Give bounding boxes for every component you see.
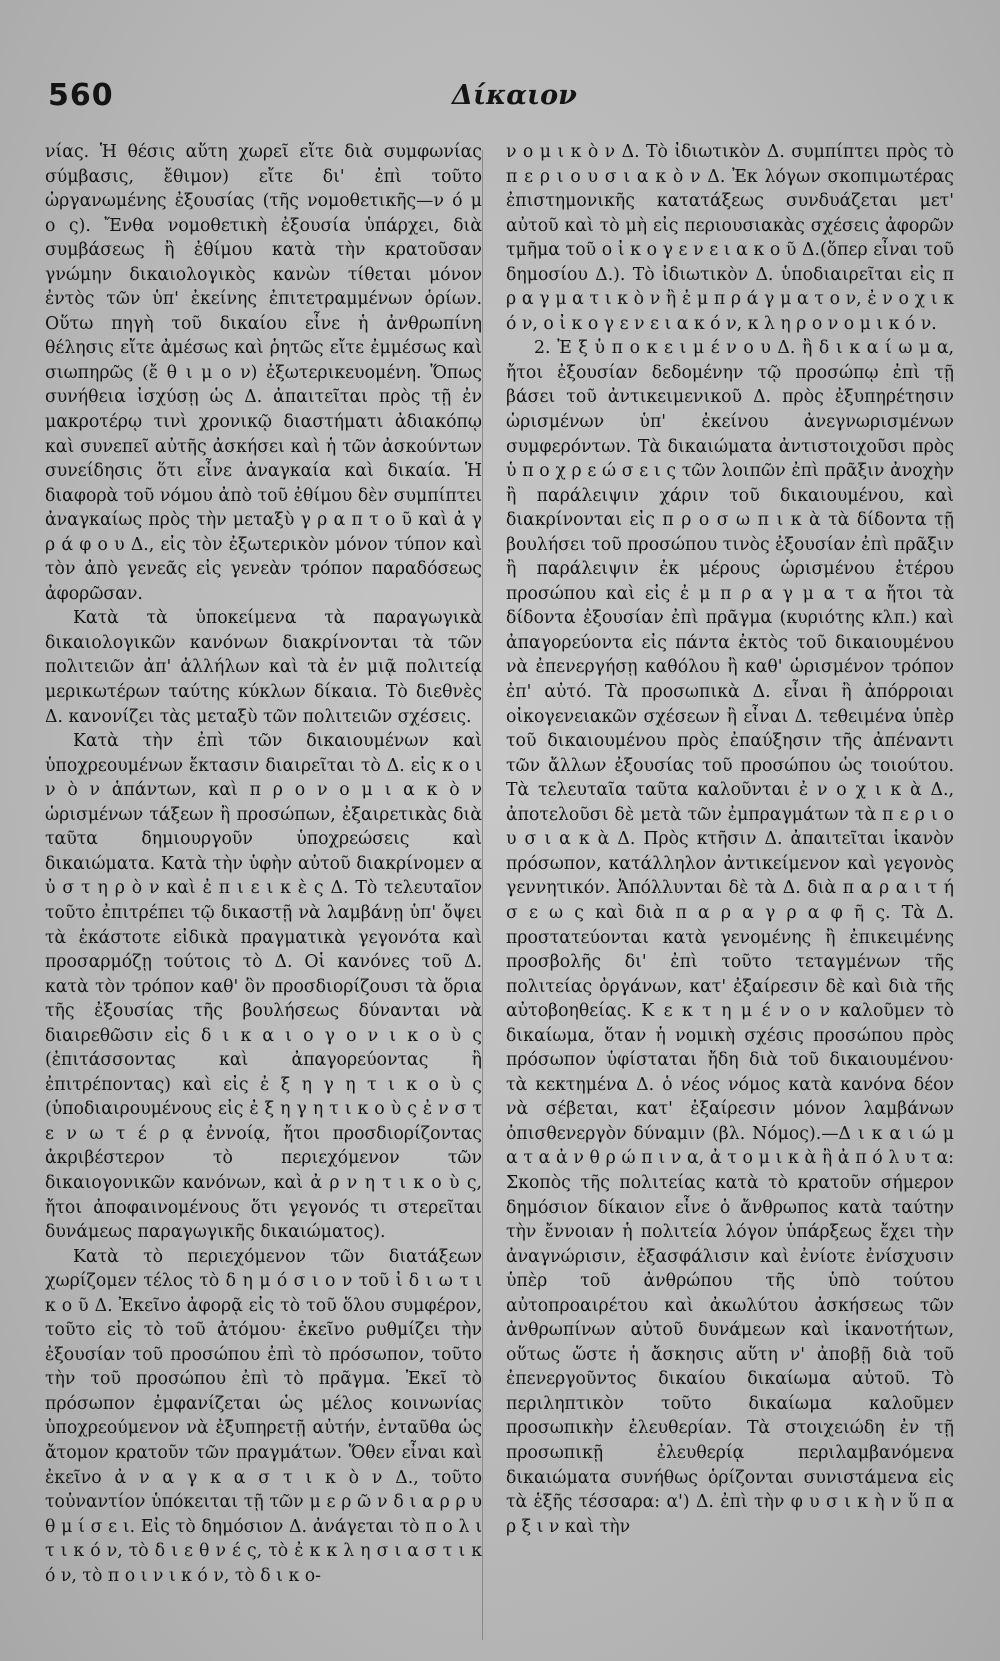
paragraph: Κατὰ τὰ ὑποκείμενα τὰ παραγωγικὰ δικαιολογικῶν κανόνων διακρίνονται τὰ τῶν πολιτειῶν ἀπ' ἀλλήλων καὶ τὰ ἐν μιᾷ πολιτείᾳ μερικωτέρων ταύτης κύκλων δίκαια. Τὸ διεθνὲς Δ. κανονίζει τὰς μεταξὺ τῶν πολιτειῶν σχέσεις. [45, 608, 482, 727]
paragraph: Κατὰ τὸ περιεχόμενον τῶν διατάξεων χωρίζομεν τέλος τὸ δ η μ ό σ ι ο ν τοῦ ἰ δ ι ω τ ι κ ο ῦ Δ. Ἐκεῖνο ἀφορᾷ εἰς τὸ τοῦ ὅλου συμφέρον, τοῦτο εἰς τὸ τοῦ ἀτόμου· ἐκεῖνο ρυθμίζει τὴν ἐξουσίαν τοῦ προσώπου ἐπὶ τὸ πρόσωπον, τοῦτο τὴν τοῦ προσώπου ἐπὶ τὸ πρᾶγμα. Ἐκεῖ τὸ πρόσωπον ἐμφανίζεται ὡς μέλος κοινωνίας ὑποχρεούμενον νὰ ἐξυπηρετῇ αὐτήν, ἐνταῦθα ὡς ἄτομον κρατοῦν τῶν πραγμάτων. Ὅθεν εἶναι καὶ ἐκεῖνο ἀ ν α γ κ α σ τ ι κ ὸ ν Δ., τοῦτο τοὐναντίον ὑπόκειται τῇ τῶν μ ε ρ ῶ ν δ ι α ρ ρ υ θ μ ί σ ε ι. Εἰς τὸ δημόσιον Δ. ἀνάγεται τὸ π ο λ ι τ ι κ ό ν, τὸ δ ι ε θ ν έ ς, τὸ ἐ κ κ λ η σ ι α σ τ ι κ ό ν, τὸ π ο ι ν ι κ ό ν, τὸ δ ι κ ο- [45, 1246, 482, 1586]
paragraph: 2. Ἐ ξ ὑ π ο κ ε ι μ έ ν ο υ Δ. ἢ δ ι κ α ί ω μ α, ἤτοι ἐξουσίαν δεδομένην τῷ προσώπῳ ἐπὶ τῇ βάσει τοῦ ἀντικειμενικοῦ Δ. πρὸς ἐξυπηρέτησιν ὡρισμένων ὑπ' ἐκείνου ἀνεγνωρισμένων συμφερόντων. Τὰ δικαιώματα ἀντιστοιχοῦσι πρὸς ὑ π ο χ ρ ε ώ σ ε ι ς τῶν λοιπῶν ἐπὶ πρᾶξιν ἀνοχὴν ἢ παράλειψιν χάριν τοῦ δικαιουμένου, καὶ διακρίνονται εἰς π ρ ο σ ω π ι κ ὰ τὰ δίδοντα τῇ βουλήσει τοῦ προσώπου τινὸς ἐξουσίαν ἐπὶ πρᾶξιν ἢ παράλειψιν ἐκ μέρους ὡρισμένου ἑτέρου προσώπου καὶ εἰς ἐ μ π ρ α γ μ α τ α ἤτοι τὰ δίδοντα ἐξουσίαν ἐπὶ πρᾶγμα (κυριότης κλπ.) καὶ ἀπαγορεύοντα εἰς πάντα ἐκτὸς τοῦ δικαιουμένου νὰ ἐπενεργήσῃ καθόλου ἢ καθ' ὡρισμένον τρόπον ἐπ' αὐτό. Τὰ προσωπικὰ Δ. εἶναι ἢ ἀπόρροιαι οἰκογενειακῶν σχέσεων ἢ εἶναι Δ. τεθειμένα ὑπὲρ τοῦ δικαιουμένου πρὸς ἐπαύξησιν τῆς ἀπέναντι τῶν ἄλλων ἐξουσίας τοῦ προσώπου ὡς τοιούτου. Τὰ τελευταῖα ταῦτα καλοῦνται ἐ ν ο χ ι κ ὰ Δ., ἀποτελοῦσι δὲ μετὰ τῶν ἐμπραγμάτων τὰ π ε ρ ι ο υ σ ι α κ ὰ Δ. Πρὸς κτῆσιν Δ. ἀπαιτεῖται ἱκανὸν πρόσωπον, κατάλληλον ἀντικείμενον καὶ γεγονὸς γεννητικόν. Ἀπόλλυνται δὲ τὰ Δ. διὰ π α ρ α ι τ ή σ ε ω ς καὶ διὰ π α ρ α γ ρ α φ ῆ ς. Τὰ Δ. προστατεύονται κατὰ γενομένης ἢ ἐπικειμένης προσβολῆς δι' ἐπὶ τοῦτο τεταγμένων τῆς πολιτείας ὀργάνων, κατ' ἐξαίρεσιν δὲ καὶ διὰ τῆς αὐτοβοηθείας. Κ ε κ τ η μ έ ν ο ν καλοῦμεν τὸ δικαίωμα, ὅταν ἡ νομικὴ σχέσις προσώπου πρὸς πρόσωπον ὑφίσταται ἤδη διὰ τοῦ δικαιουμένου· τὰ κεκτημένα Δ. ὁ νέος νόμος κατὰ κανόνα δέον νὰ σέβεται, κατ' ἐξαίρεσιν μόνον λαμβάνων ὀπισθενεργὸν δύναμιν (βλ. Νόμος).—Δ ι κ α ι ώ μ α τ α ἀ ν θ ρ ώ π ι ν α, ἀ τ ο μ ι κ ὰ ἢ ἀ π ό λ υ τ α: Σκοπὸς τῆς πολιτείας κατὰ τὸ κρατοῦν σήμερον δημόσιον δίκαιον εἶνε ὁ ἄνθρωπος κατὰ ταύτην τὴν ἔννοιαν ἡ πολιτεία λόγον ὑπάρξεως ἔχει τὴν ἀναγνώρισιν, ἐξασφάλισιν καὶ ἐνίοτε ἐνίσχυσιν ὑπὲρ τοῦ ἀνθρώπου τῆς ὑπὸ τούτου αὐτοπροαιρέτου καὶ ἀκωλύτου ἀσκήσεως τῶν ἀνθρωπίνων αὐτοῦ δυνάμεων καὶ ἱκανοτήτων, οὕτως ὥστε ἡ ἄσκησις αὕτη ν' ἀποβῇ διὰ τοῦ ἐπενεργοῦντος δικαίου δικαίωμα αὐτοῦ. Τὸ περιληπτικὸν τοῦτο δικαίωμα καλοῦμεν προσωπικὴν ἐλευθερίαν. Τὰ στοιχειώδη ἐν τῇ προσωπικῇ ἐλευθερίᾳ περιλαμβανόμενα δικαιώματα συνήθως ὁρίζονται συνιστάμενα εἰς τὰ ἑξῆς τέσσαρα: α') Δ. ἐπὶ τὴν φ υ σ ι κ ὴ ν ὕ π α ρ ξ ι ν καὶ τὴν [506, 338, 954, 1537]
running-title: Δίκαιον [452, 80, 577, 111]
column-divider [482, 150, 483, 1640]
left-column [45, 140, 482, 1645]
page-header [0, 78, 1000, 128]
page-number: 560 [48, 78, 114, 113]
right-column [506, 140, 954, 1645]
paragraph: Κατὰ τὴν ἐπὶ τῶν δικαιουμένων καὶ ὑποχρεουμένων ἔκτασιν διαιρεῖται τὸ Δ. εἰς κ ο ι ν ὸ ν ἁπάντων, καὶ π ρ ο ν ο μ ι α κ ὸ ν ὡρισμένων τάξεων ἢ προσώπων, ἐξαιρετικὰς διὰ ταῦτα δημιουργοῦν ὑποχρεώσεις καὶ δικαιώματα. Κατὰ τὴν ὑφὴν αὐτοῦ διακρίνομεν α ὐ σ τ η ρ ὸ ν καὶ ἐ π ι ε ι κ ὲ ς Δ. Τὸ τελευταῖον τοῦτο ἐπιτρέπει τῷ δικαστῇ νὰ λαμβάνῃ ὑπ' ὄψει τὰ ἑκάστοτε εἰδικὰ πραγματικὰ γεγονότα καὶ προσαρμόζῃ τούτοις τὸ Δ. Οἱ κανόνες τοῦ Δ. κατὰ τὸν τρόπον καθ' ὃν προσδιορίζουσι τὰ ὅρια τῆς ἐξουσίας τῆς βουλήσεως δύνανται νὰ διαιρεθῶσιν εἰς δ ι κ α ι ο γ ο ν ι κ ο ὺ ς (ἐπιτάσσοντας καὶ ἀπαγορεύοντας ἢ ἐπιτρέποντας) καὶ εἰς ἐ ξ η γ η τ ι κ ο ὺ ς (ὑποδιαιρουμένους εἰς ἐ ξ η γ η τ ι κ ο ὺ ς ἐ ν σ τ ε ν ω τ έ ρ ᾳ ἐννοίᾳ, ἤτοι προσδιορίζοντας ἀκριβέστερον τὸ περιεχόμενον τῶν δικαιογονικῶν κανόνων, καὶ ἀ ρ ν η τ ι κ ο ὺ ς, ἤτοι ἀποφαινομένους ὅτι γεγονός τι στερεῖται δυνάμεως παραγωγικῆς δικαιώματος). [45, 731, 482, 1243]
paragraph: νίας. Ἡ θέσις αὕτη χωρεῖ εἴτε διὰ συμφωνίας σύμβασις, ἔθιμον) εἴτε δι' ἐπὶ τοῦτο ὠργανωμένης ἐξουσίας (τῆς νομοθετικῆς—ν ό μ ο ς). Ἔνθα νομοθετικὴ ἐξουσία ὑπάρχει, διὰ συμβάσεως ἢ ἐθίμου κατὰ τὴν κρατοῦσαν γνώμην δικαιολογικὸς κανὼν τίθεται μόνον ἐντὸς τῶν ὑπ' ἐκείνης ἐπιτετραμμένων ὁρίων. Οὕτω πηγὴ τοῦ δικαίου εἶνε ἡ ἀνθρωπίνη θέλησις εἴτε ἀμέσως καὶ ῥητῶς εἴτε ἐμμέσως καὶ σιωπηρῶς (ἔ θ ι μ ο ν) ἐξωτερικευομένη. Ὅπως συνήθεια ἰσχύσῃ ὡς Δ. ἀπαιτεῖται πρὸς τῇ ἐν μακροτέρῳ τινὶ χρονικῷ διαστήματι ἀδιακόπῳ καὶ συνεπεῖ αὐτῆς ἀσκήσει καὶ ἡ τῶν ἀσκούντων συνείδησις ὅτι εἶνε ἀναγκαία καὶ δικαία. Ἡ διαφορὰ τοῦ νόμου ἀπὸ τοῦ ἐθίμου δὲν συμπίπτει ἀναγκαίως πρὸς τὴν μεταξὺ γ ρ α π τ ο ῦ καὶ ἀ γ ρ ά φ ο υ Δ., εἰς τὸν ἐξωτερικὸν μόνον τύπον καὶ τὸν ἀπὸ γενεᾶς εἰς γενεὰν τρόπον παραδόσεως ἀφορῶσαν. [45, 142, 482, 604]
paragraph: ν ο μ ι κ ὸ ν Δ. Τὸ ἰδιωτικὸν Δ. συμπίπτει πρὸς τὸ π ε ρ ι ο υ σ ι α κ ὸ ν Δ. Ἐκ λόγων σκοπιμωτέρας ἐπιστημονικῆς κατατάξεως συνδυάζεται μετ' αὐτοῦ καὶ τὸ μὴ εἰς περιουσιακὰς σχέσεις ἀφορῶν τμῆμα τοῦ ο ἰ κ ο γ ε ν ε ι α κ ο ῦ Δ.(ὅπερ εἶναι τοῦ δημοσίου Δ.). Τὸ ἰδιωτικὸν Δ. ὑποδιαιρεῖται εἰς π ρ α γ μ α τ ι κ ὸ ν ἢ ἐ μ π ρ ά γ μ α τ ο ν, ἐ ν ο χ ι κ ό ν, ο ἰ κ ο γ ε ν ε ι α κ ό ν, κ λ η ρ ο ν ο μ ι κ ό ν. [506, 142, 954, 334]
